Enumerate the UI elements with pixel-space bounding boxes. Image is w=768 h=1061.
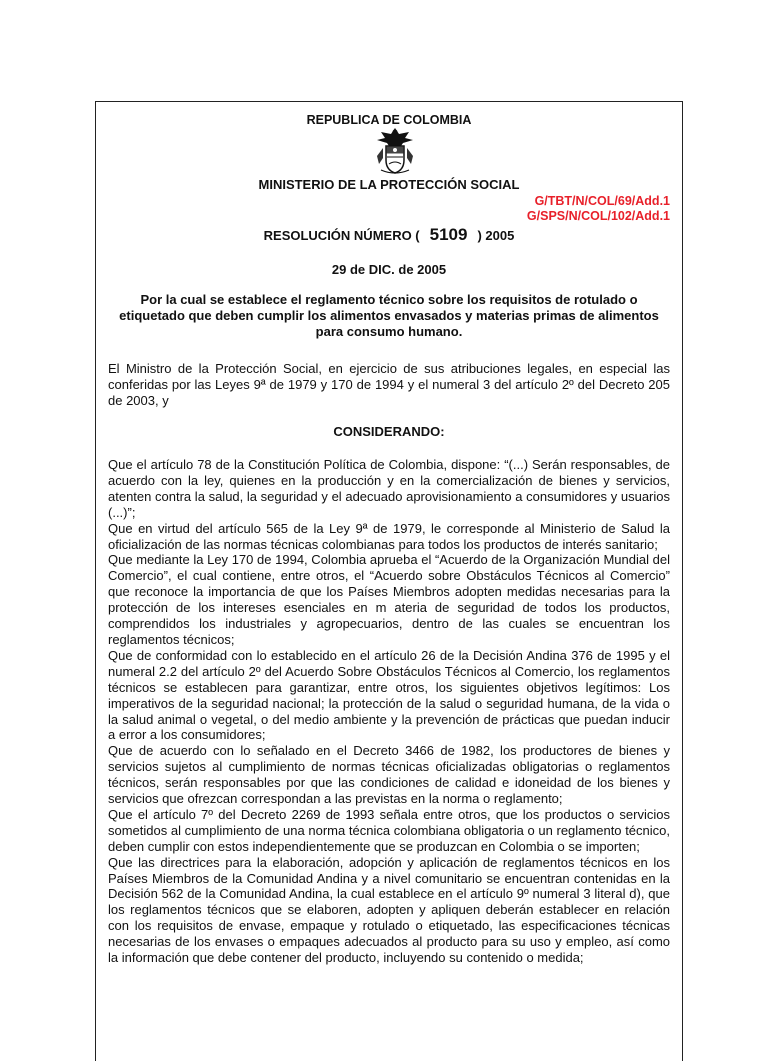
ministry-heading: MINISTERIO DE LA PROTECCIÓN SOCIAL (258, 177, 520, 192)
document-page (95, 101, 683, 1061)
tbt-notification-code: G/TBT/N/COL/69/Add.1 (534, 194, 670, 208)
considerando-paragraph: Que de conformidad con lo establecido en el artículo 26 de la Decisión Andina 376 de 1995 y el numeral 2.2 del artículo 2º del Acuerdo Sobre Obstáculos Técnicos al Comercio, los reglamentos técnicos se establecen para garantizar, entre otros, los siguientes objetivos legítimos: Los imperativos de la seguridad nacional; la protección de la salud o seguridad humana, de la vida o la salud animal o vegetal, o del medio ambiente y la prevención de prácticas que puedan inducir a error a los consumidores; (108, 647, 670, 743)
resolution-line (108, 225, 670, 245)
considerando-paragraph: Que en virtud del artículo 565 de la Ley 9ª de 1979, le corresponde al Ministerio de Salud la oficialización de las normas técnicas colombianas para todos los productos de interés sanitario; (108, 520, 670, 552)
considerando-paragraph: Que el artículo 78 de la Constitución Política de Colombia, dispone: “(...) Serán responsables, de acuerdo con la ley, quienes en la producción y en la comercialización de bienes y servicios, atenten contra la salud, la seguridad y el adecuado aprovisionamiento a consumidores y usuarios (...)”; (108, 457, 670, 520)
resolution-prefix: RESOLUCIÓN NÚMERO ( (263, 228, 420, 243)
considerando-body (108, 457, 670, 966)
resolution-subject: Por la cual se establece el reglamento técnico sobre los requisitos de rotulado o etiquetado que deben cumplir los alimentos envasados y materias primas de alimentos para consumo humano. (119, 292, 659, 339)
considerando-paragraph: Que mediante la Ley 170 de 1994, Colombia aprueba el “Acuerdo de la Organización Mundial del Comercio”, el cual contiene, entre otros, el “Acuerdo sobre Obstáculos Técnicos al Comercio” que reconoce la importancia de que los Países Miembros adopten medidas necesarias para la protección de los intereses esenciales en m ateria de seguridad de todos los productos, comprendidos los industriales y agropecuarios, dentro de las cuales se encuentran los reglamentos técnicos; (108, 552, 670, 647)
intro-paragraph: El Ministro de la Protección Social, en ejercicio de sus atribuciones legales, en especial las conferidas por las Leyes 9ª de 1979 y 170 de 1994 y el numeral 3 del artículo 2º del Decreto 205 de 2003, y (108, 361, 670, 408)
resolution-date: 29 de DIC. de 2005 (331, 262, 447, 277)
considerando-heading: CONSIDERANDO: (333, 424, 445, 439)
sps-notification-code: G/SPS/N/COL/102/Add.1 (526, 209, 670, 223)
republic-heading: REPUBLICA DE COLOMBIA (306, 113, 472, 127)
resolution-number: 5109 (429, 225, 468, 244)
resolution-suffix: ) 2005 (477, 228, 515, 243)
colombia-crest-icon (371, 126, 419, 176)
considerando-paragraph: Que el artículo 7º del Decreto 2269 de 1993 señala entre otros, que los productos o servicios sometidos al cumplimiento de una norma técnica colombiana obligatoria o un reglamento técnico, deben cumplir con estos independientemente que se produzcan en Colombia o se importen; (108, 806, 670, 854)
considerando-paragraph: Que de acuerdo con lo señalado en el Decreto 3466 de 1982, los productores de bienes y servicios sujetos al cumplimiento de normas técnicas oficializadas obligatorias o reglamentos técnicos, serán responsables por que las condiciones de calidad e idoneidad de los bienes y servicios que ofrezcan correspondan a las previstas en la norma o reglamento; (108, 743, 670, 807)
considerando-paragraph: Que las directrices para la elaboración, adopción y aplicación de reglamentos técnicos en los Países Miembros de la Comunidad Andina y a nivel comunitario se encuentran contenidas en la Decisión 562 de la Comunidad Andina, la cual establece en el artículo 9º numeral 3 literal d), que los reglamentos técnicos que se elaboren, adopten y apliquen deberán establecer en relación con los requisitos de envase, empaque y rotulado o etiquetado, las especificaciones técnicas necesarias de los envases o empaques adecuados al producto para su uso y empleo, así como la información que debe contener del producto, incluyendo su contenido o medida; (108, 854, 670, 966)
